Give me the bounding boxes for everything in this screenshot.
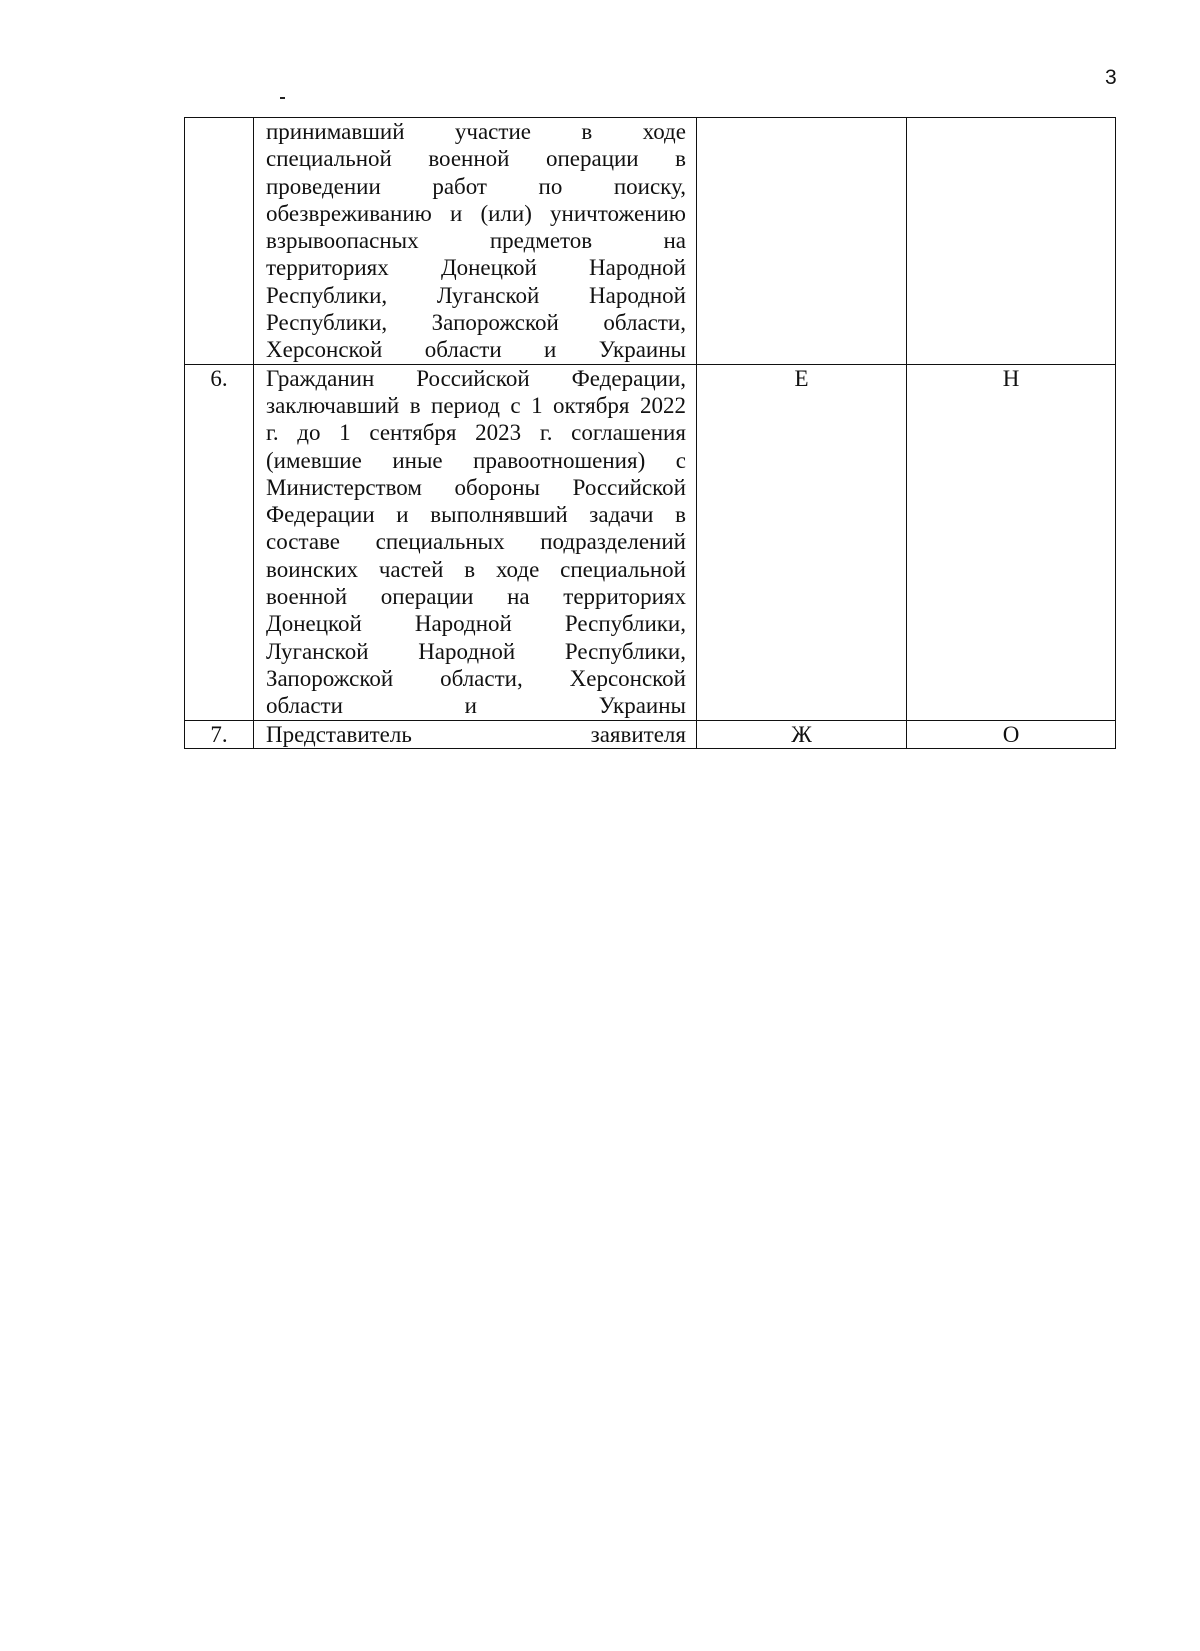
description-word: области, [603,310,686,336]
description-word: Республики, [564,611,686,637]
description-word: территориях [563,584,686,610]
row-description [254,720,697,748]
description-word: в [675,146,686,172]
description-word: сентября [369,420,457,446]
row-description [254,118,697,365]
description-word: составе [266,529,340,555]
description-word: (или) [480,200,532,226]
description-word: Народной [589,255,686,281]
description-word: Гражданин [266,365,375,391]
description-line [266,638,686,665]
description-word: Республики, [266,310,388,336]
table-row [185,720,1116,748]
description-line [266,392,686,419]
description-line [266,200,686,227]
description-word: Луганской [436,282,540,308]
description-word: Федерации, [571,365,686,391]
row-number [185,118,254,365]
description-word: обезвреживанию [266,200,432,226]
description-line [266,721,686,748]
description-word: Федерации [266,502,375,528]
description-line [266,474,686,501]
description-word: 1 [531,392,543,418]
description-line [266,309,686,336]
description-word: период [431,392,500,418]
column-b-code [907,118,1116,365]
description-word: г. [266,420,279,446]
description-word: военной [266,584,348,610]
table-body [185,118,1116,749]
description-line [266,447,686,474]
description-word: Народной [418,638,516,664]
description-word: в [409,392,421,418]
description-line [266,419,686,446]
description-word: в [675,502,686,528]
description-word: Луганской [266,638,369,664]
description-word: иные [392,447,443,473]
description-word: Херсонской [569,665,686,691]
description-line [266,365,686,392]
description-word: Народной [414,611,512,637]
description-line [266,282,686,309]
description-word: области и Украины [266,693,686,719]
description-word: задачи [589,502,654,528]
document-table [184,117,1116,749]
description-word: 2022 [639,392,686,418]
description-word: Донецкой [266,611,362,637]
description-word: работ [432,173,487,199]
description-line [266,665,686,692]
description-word: до [297,420,321,446]
row-number: 6. [185,364,254,720]
description-line [266,118,686,145]
description-word: территориях [266,255,389,281]
description-word: 2023 [475,420,522,446]
scan-mark [280,97,285,99]
description-word: на [507,584,530,610]
column-a-code [697,118,907,365]
description-word: обороны [454,474,541,500]
column-b-code: Н [907,364,1116,720]
description-word: Российской [572,474,686,500]
description-word: Херсонской области и Украины [266,337,686,363]
description-line [266,583,686,610]
description-word: операции [545,146,639,172]
column-a-code: Ж [697,720,907,748]
description-word: операции [380,584,474,610]
description-word: октября [553,392,630,418]
column-b-code: О [907,720,1116,748]
description-word: с [510,392,521,418]
description-line [266,501,686,528]
description-word: в [581,119,593,144]
description-word: г. [539,420,553,446]
table-row [185,364,1116,720]
description-word: соглашения [571,420,686,446]
description-word: и [396,502,409,528]
description-line [266,227,686,254]
description-line [266,556,686,583]
description-word: Запорожской [431,310,559,336]
table-row [185,118,1116,365]
description-word: воинских [266,556,359,582]
description-word: Российской [416,365,530,391]
description-word: Донецкой [440,255,537,281]
description-word: по [538,173,563,199]
description-word: частей [378,556,444,582]
description-word: принимавший [266,119,405,144]
description-word: ходе [642,119,686,144]
page-number: 3 [1105,66,1117,89]
description-word: подразделений [540,529,686,555]
description-word: и [449,200,463,226]
description-word: Министерством [266,474,422,500]
description-word: Республики, [564,638,686,664]
description-line [266,145,686,172]
description-word: участие [454,119,531,144]
column-a-code: Е [697,364,907,720]
description-word: выполнявший [430,502,568,528]
description-word: взрывоопасных [266,228,419,254]
description-word: с [675,447,686,473]
description-word: области, [440,665,523,691]
row-description [254,364,697,720]
description-line [266,173,686,200]
description-line [266,610,686,637]
description-word: в [464,556,476,582]
description-word: проведении [266,173,381,199]
description-word: поиску, [613,173,686,199]
description-line [266,336,686,363]
description-word: специальной [560,556,686,582]
description-word: Народной [589,282,686,308]
description-line [266,692,686,719]
description-word: (имевшие [266,447,362,473]
description-word: заключавший [266,392,400,418]
description-word: Представитель заявителя [266,721,686,747]
description-line [266,528,686,555]
description-word: Республики, [266,282,388,308]
description-word: специальных [375,529,505,555]
description-word: ходе [495,556,540,582]
description-word: Запорожской [266,665,394,691]
description-word: правоотношения) [473,447,646,473]
description-line [266,254,686,281]
row-number: 7. [185,720,254,748]
description-word: 1 [339,420,351,446]
description-word: предметов [489,228,593,254]
description-word: военной [428,146,510,172]
description-word: специальной [266,146,392,172]
description-word: уничтожению [550,200,686,226]
description-word: на [663,228,686,254]
